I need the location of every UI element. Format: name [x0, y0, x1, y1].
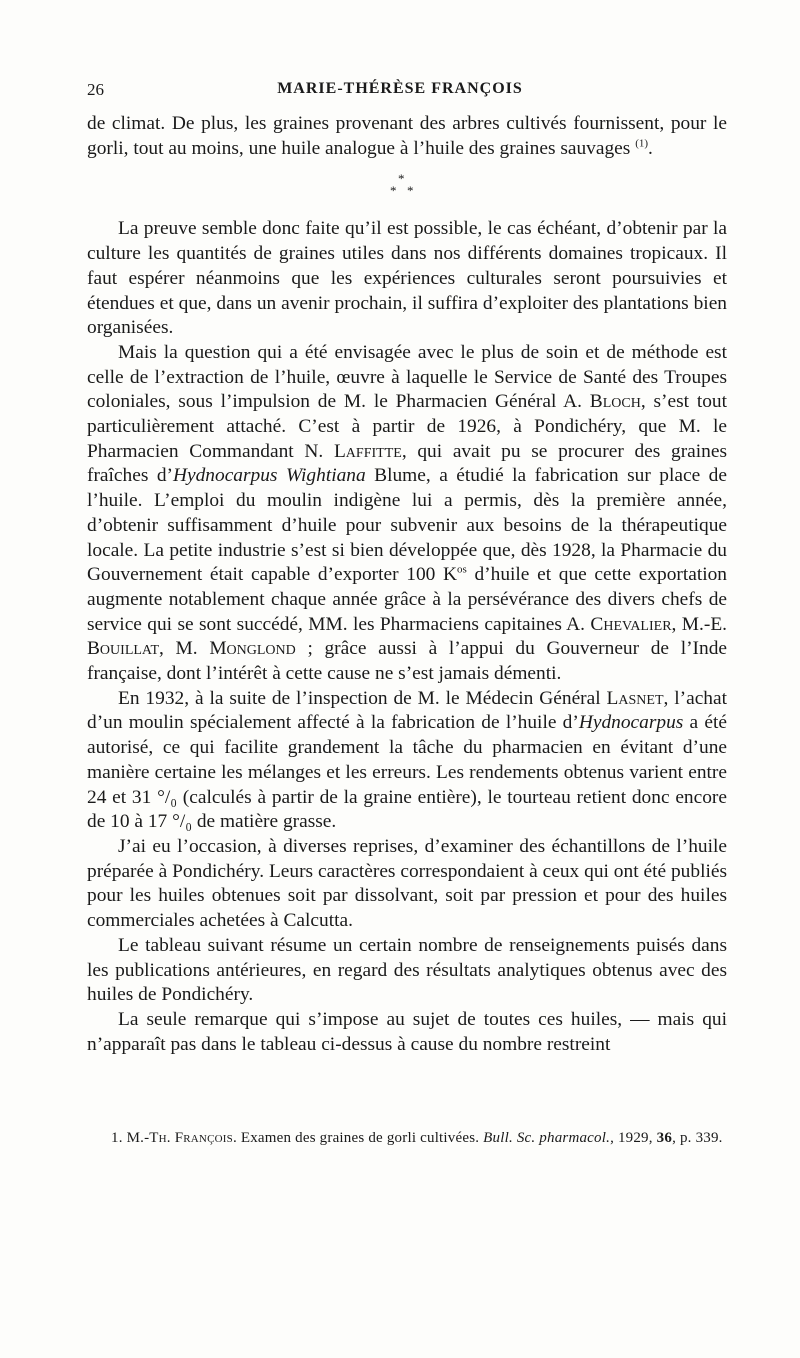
paragraph-3-segment: , M.: [159, 638, 198, 660]
person-name-monglond: Monglond: [209, 638, 296, 660]
paragraph-7: La seule remarque qui s’impose au sujet de toutes ces huiles, — mais qui n’apparaît pas dans le tableau ci-dessus à cause du nombre restreint: [87, 1008, 727, 1055]
footnote-volume: 36: [656, 1130, 673, 1146]
page-number: 26: [87, 80, 104, 99]
paragraph-3-segment: d’huile et que cette exportation augmente notablement chaque année grâce à la persévérance des divers chefs de service qui se sont succédé, MM. les Pharmaciens capitaines A.: [87, 564, 728, 635]
paragraph-1-text: de climat. De plus, les graines provenant des arbres cultivés fournissent, pour le gorli, tout au moins, une huile analogue à l’huile des graines sauvages: [87, 113, 727, 159]
genus-name: Hydnocarpus: [578, 712, 684, 734]
paragraph-5: J’ai eu l’occasion, à diverses reprises, d’examiner des échantillons de l’huile préparée à Pondichéry. Leurs caractères correspondaient à ceux qui ont été publiés pour les huiles obtenues soit par dissolvant, soit par pression et pour des huiles commerciales achetées à Calcutta.: [87, 835, 727, 932]
footnote-year: , 1929,: [610, 1130, 653, 1146]
person-name-bouillat: Bouillat: [87, 638, 160, 660]
asterism-top-star: *: [398, 171, 405, 187]
footnote-number: 1.: [111, 1130, 123, 1146]
paragraph-1: [87, 112, 727, 161]
header-title: MARIE-THÉRÈSE FRANÇOIS: [277, 80, 523, 97]
footnote-journal: Bull. Sc. pharmacol.: [483, 1130, 611, 1146]
person-name-chevalier: Chevalier: [590, 613, 672, 635]
paragraph-3-segment: , M.-E.: [671, 613, 728, 635]
paragraph-3-segment: , qui avait pu se procurer des graines fraîches d’: [87, 440, 727, 487]
body-text: [87, 112, 727, 1057]
unit-superscript: os: [457, 563, 467, 576]
footnote-page: , p. 339.: [672, 1130, 723, 1146]
running-header: [0, 80, 800, 102]
paragraph-4-segment: a été autorisé, ce qui facilite grandement la tâche du pharmacien en évitant d’une manière certaine les mélanges et les erreurs. Les rendements obtenus varient entre 24 et 31 °/₀ (calculés à partir de la graine entière), le tourteau retient donc encore de 10 à 17 °/₀ de matière grasse.: [87, 712, 727, 833]
person-name-lasnet: Lasnet: [606, 687, 664, 709]
paragraph-3-segment: ; grâce aussi à l’appui du Gouverneur de l’Inde française, dont l’intérêt à cette cause ne s’est jamais démenti.: [87, 638, 727, 685]
footnote-1: [87, 1128, 727, 1148]
person-name-bloch: Bloch: [589, 391, 641, 413]
footnote-author: M.-Th. François: [126, 1130, 233, 1146]
paragraph-3-segment: , s’est tout particulièrement attaché. C’est à partir de 1926, à Pondichéry, que M. le Pharmacien Commandant N.: [87, 391, 727, 462]
person-name-laffitte: Laffitte: [333, 440, 402, 462]
footnote-reference: (1): [635, 137, 649, 150]
paragraph-3: [87, 341, 727, 687]
paragraph-4-segment: En 1932, à la suite de l’inspection de M. le Médecin Général: [118, 687, 601, 709]
paragraph-2: La preuve semble donc faite qu’il est possible, le cas échéant, d’obtenir par la culture les quantités de graines utiles dans nos différents domaines tropicaux. Il faut espérer néanmoins que les expériences culturales seront poursuivies et étendues et que, dans un avenir prochain, il suffira d’exploiter des plantations bien organisées.: [87, 218, 727, 339]
species-name: Hydnocarpus Wightiana: [173, 465, 366, 487]
asterism-left-star: *: [390, 183, 397, 199]
paragraph-3-segment: Mais la question qui a été envisagée avec le plus de soin et de méthode est celle de l’extraction de l’huile, œuvre à laquelle le Service de Santé des Troupes coloniales, sous l’impulsion de M. le Pharmacien Général A.: [87, 341, 727, 413]
paragraph-4-segment: , l’achat d’un moulin spécialement affecté à la fabrication de l’huile d’: [87, 687, 728, 734]
paragraph-6: Le tableau suivant résume un certain nombre de renseignements puisés dans les publications antérieures, en regard des résultats analytiques obtenus avec des huiles de Pondichéry.: [87, 934, 727, 1006]
paragraph-1-end: .: [648, 137, 653, 159]
section-break-asterism: [87, 161, 727, 217]
paragraph-4: [87, 687, 727, 835]
footnotes: [87, 1128, 727, 1148]
paragraph-3-segment: Blume, a étudié la fabrication sur place de l’huile. L’emploi du moulin indigène lui a permis, dès la première année, d’obtenir suffisamment d’huile pour subvenir aux besoins de la thérapeutique locale. La petite industrie s’est si bien développée que, dès 1928, la Pharmacie du Gouvernement était capable d’exporter 100 K: [87, 465, 727, 586]
footnote-title: . Examen des graines de gorli cultivées.: [232, 1130, 480, 1146]
asterism-right-star: *: [407, 183, 414, 199]
